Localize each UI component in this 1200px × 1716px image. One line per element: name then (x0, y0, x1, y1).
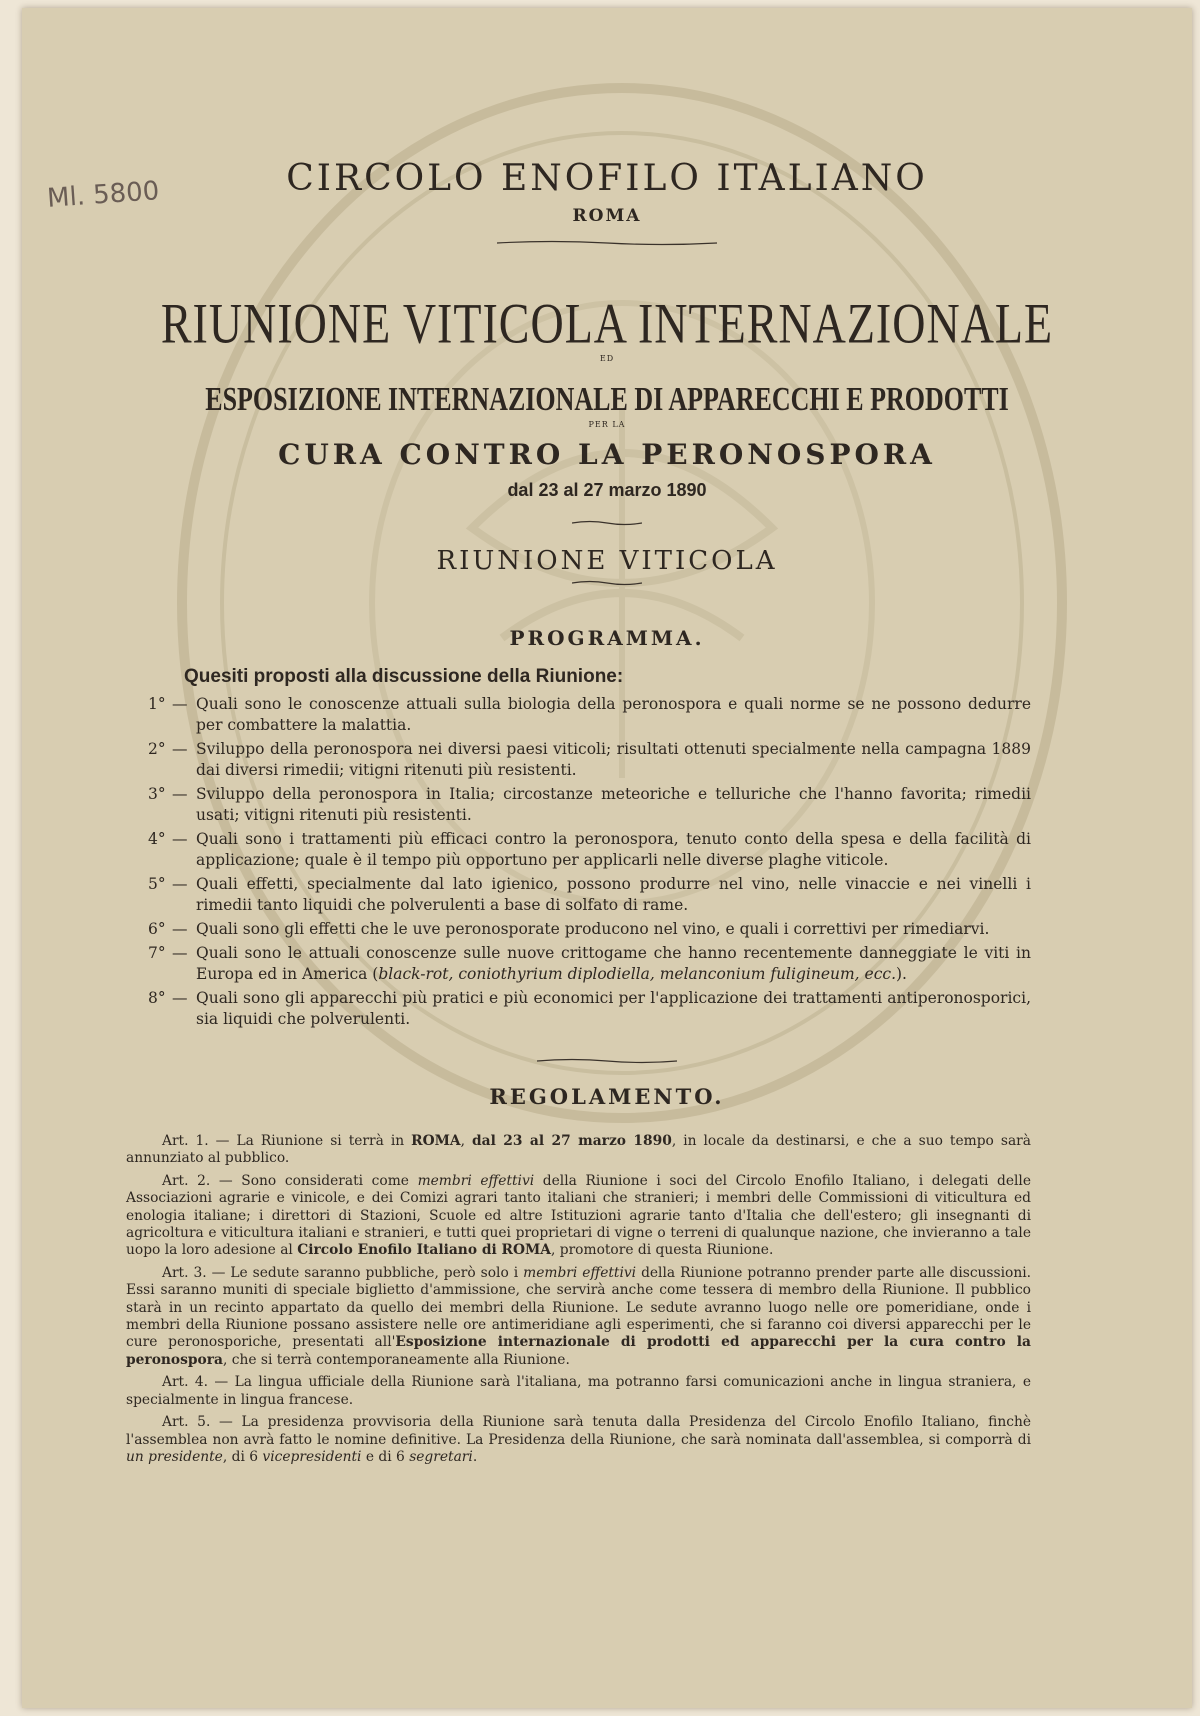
org-city: ROMA (572, 206, 642, 226)
divider-ornament (572, 580, 642, 586)
divider-ornament (572, 520, 642, 526)
list-item: 6° — Quali sono gli effetti che le uve peronosporate producono nel vino, e quali i correttivi per rimediarvi. (148, 920, 990, 938)
regolamento-articles (126, 1133, 1031, 1471)
article-4: Art. 4. — La lingua ufficiale della Riunione sarà l'italiana, ma potranno farsi comunicazioni anche in lingua straniera, e specialmente in lingua francese. (126, 1374, 1031, 1408)
questions-list (126, 694, 1031, 1033)
list-item: 1° — Quali sono le conoscenze attuali sulla biologia della peronospora e quali norme se ne possono dedurre per combattere la malattia. (148, 695, 1031, 734)
org-title: CIRCOLO ENOFILO ITALIANO (286, 158, 928, 199)
list-item: 3° — Sviluppo della peronospora in Italia; circostanze meteoriche e telluriche che l'hanno favorita; rimedii usati; vitigni ritenuti più resistenti. (148, 785, 1031, 824)
exposition-title: ESPOSIZIONE INTERNAZIONALE DI APPARECCHI E PRODOTTI (205, 380, 1009, 418)
article-5: Art. 5. — La presidenza provvisoria della Riunione sarà tenuta dalla Presidenza del Circolo Enofilo Italiano, finchè l'assemblea non avrà fatto le nomine definitive. La Presidenza della Riunione, che sarà nominata dall'assemblea, si comporrà di un presidente, di 6 vicepresidenti e di 6 segretari. (126, 1414, 1031, 1465)
cura-title: CURA CONTRO LA PERONOSPORA (278, 438, 936, 471)
conjunction-ed: ED (599, 354, 615, 363)
list-item: 8° — Quali sono gli apparecchi più pratici e più economici per l'applicazione dei trattamenti antiperonosporici, sia liquidi che polverulenti. (148, 989, 1031, 1028)
regolamento-heading: REGOLAMENTO. (489, 1084, 725, 1109)
programma-heading: PROGRAMMA. (509, 626, 705, 650)
quesiti-heading: Quesiti proposti alla discussione della Riunione: (184, 666, 624, 687)
archive-handwritten-mark: Ml. 5800 (46, 176, 161, 214)
list-item: 7° — Quali sono le attuali conoscenze sulle nuove crittogame che hanno recentemente danneggiate le viti in Europa ed in America (black-rot, coniothyrium diplodiella, melanconium fuligineum, ecc.). (148, 944, 1031, 983)
section-heading: RIUNIONE VITICOLA (436, 546, 778, 576)
event-dates: dal 23 al 27 marzo 1890 (507, 480, 707, 500)
main-title: RIUNIONE VITICOLA INTERNAZIONALE (160, 291, 1054, 355)
document-page (22, 8, 1192, 1708)
list-item: 5° — Quali effetti, specialmente dal lato igienico, possono produrre nel vino, nelle vinaccie e nei vinelli i rimedii tanto liquidi che polverulenti a base di solfato di rame. (148, 875, 1031, 914)
list-item: 2° — Sviluppo della peronospora nei diversi paesi viticoli; risultati ottenuti specialmente nella campagna 1889 dai diversi rimedii; vitigni ritenuti più resistenti. (148, 740, 1031, 779)
divider-ornament (537, 1058, 677, 1064)
article-2: Art. 2. — Sono considerati come membri effettivi della Riunione i soci del Circolo Enofilo Italiano, i delegati delle Associazioni agrarie e vinicole, e dei Comizi agrari tanto italiani che stranieri; i membri delle Commissioni di viticultura ed enologia italiane; i direttori di Stazioni, Scuole ed altre Istituzioni agrarie tanto d'Italia che dell'estero; gli insegnanti di agricoltura e viticultura italiani e stranieri, e tutti quei proprietari di vigne o terreni di qualunque nazione, che invieranno a tale uopo la loro adesione al Circolo Enofilo Italiano di ROMA, promotore di questa Riunione. (126, 1172, 1032, 1259)
conjunction-per-la: PER LA (588, 420, 626, 429)
divider-rule (497, 240, 717, 246)
article-1: Art. 1. — La Riunione si terrà in ROMA, dal 23 al 27 marzo 1890, in locale da destinarsi, e che a suo tempo sarà annunziato al pubblico. (126, 1133, 1031, 1167)
article-3: Art. 3. — Le sedute saranno pubbliche, però solo i membri effettivi della Riunione potranno prender parte alle discussioni. Essi saranno muniti di speciale biglietto d'ammissione, che servirà anche come tessera di membro della Riunione. Il pubblico starà in un recinto appartato da quello dei membri della Riunione. Le sedute avranno luogo nelle ore pomeridiane, onde i membri della Riunione possano assistere nelle ore antimeridiane agli esperimenti, che si faranno coi diversi apparecchi per le cure peronosporiche, presentati all'Esposizione internazionale di prodotti ed apparecchi per la cura contro la peronospora, che si terrà contemporaneamente alla Riunione. (126, 1264, 1031, 1368)
list-item: 4° — Quali sono i trattamenti più efficaci contro la peronospora, tenuto conto della spesa e della facilità di applicazione; quale è il tempo più opportuno per applicarli nelle diverse plaghe viticole. (148, 830, 1031, 869)
